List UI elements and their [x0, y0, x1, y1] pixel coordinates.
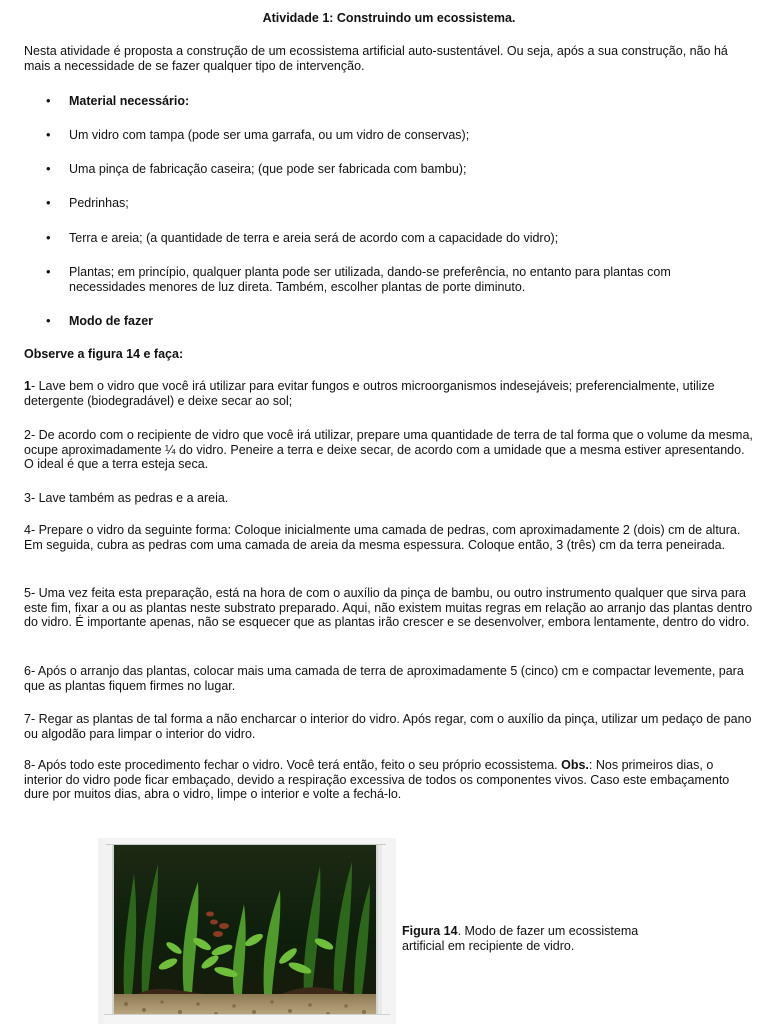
bullet-icon: • — [46, 230, 51, 245]
list-item-text: Material necessário: — [69, 94, 190, 108]
intro-paragraph: Nesta atividade é proposta a construção de um ecossistema artificial auto-sustentável. Ou seja, após a sua construção, não há mais a necessidade de se fazer qualquer tipo de intervenção. — [24, 44, 728, 73]
list-item-text: Modo de fazer — [69, 314, 154, 328]
tank-side-left — [98, 838, 112, 1024]
bullet-icon: • — [46, 93, 51, 108]
bullet-icon: • — [46, 195, 51, 210]
list-item-text: Plantas; em princípio, qualquer planta pode ser utilizada, dando-se preferência, no entanto para plantas com necessidades menores de luz direta. Também, escolher plantas de porte diminuto. — [69, 265, 671, 294]
step-8-text-start: 8- Após todo este procedimento fechar o vidro. Você terá então, feito o seu próprio ecossistema. — [24, 758, 562, 772]
bullet-icon: • — [46, 313, 51, 328]
bullet-icon: • — [46, 264, 51, 279]
list-item-text: Terra e areia; (a quantidade de terra e areia será de acordo com a capacidade do vidro); — [69, 231, 559, 245]
observe-heading: Observe a figura 14 e faça: — [24, 347, 184, 361]
tank-base — [104, 1014, 390, 1024]
bullet-icon: • — [46, 127, 51, 142]
tank-glass — [112, 842, 378, 1024]
step-3: 3- Lave também as pedras e a areia. — [24, 491, 229, 505]
step-7: 7- Regar as plantas de tal forma a não encharcar o interior do vidro. Após regar, com o auxílio da pinça, utilizar um pedaço de pano ou algodão para limpar o interior do vidro. — [24, 712, 752, 741]
step-4: 4- Prepare o vidro da seguinte forma: Coloque inicialmente uma camada de pedras, com aproximadamente 2 (dois) cm de altura. Em seguida, cubra as pedras com uma camada de areia da mesma espessura. Coloque então, 3 (três) cm da terra peneirada. — [24, 523, 741, 552]
document-title: Atividade 1: Construindo um ecossistema. — [262, 11, 516, 25]
tank-lid — [106, 838, 386, 845]
tank-side-right — [382, 838, 396, 1024]
step-5: 5- Uma vez feita esta preparação, está na hora de com o auxílio da pinça de bambu, ou outro instrumento qualquer que sirva para este fim, fixar a ou as plantas neste substrato preparado. Aqui, não existem muitas regras em relação ao arranjo das plantas dentro do vidro. É importante apenas, não se esquecer que as plantas irão crescer e se desenvolver, embora lentamente, dentro do vidro. — [24, 586, 753, 630]
step-8 — [24, 758, 754, 802]
step-6: 6- Após o arranjo das plantas, colocar mais uma camada de terra de aproximadamente 5 (cinco) cm e compactar levemente, para que as plantas fiquem firmes no lugar. — [24, 664, 744, 693]
list-item-text: Uma pinça de fabricação caseira; (que pode ser fabricada com bambu); — [69, 162, 467, 176]
figure-caption — [402, 924, 672, 953]
figure-14-aquarium-image — [98, 838, 396, 1024]
step-8-text-end: : Nos primeiros dias, o interior do vidro pode ficar embaçado, devido a respiração excessiva de todos os componentes vivos. Caso este embaçamento dure por muitos dias, abra o vidro, limpe o interior e volte a fechá-lo. — [24, 758, 730, 802]
figure-caption-text: . Modo de fazer um ecossistema artificial em recipiente de vidro. — [402, 924, 639, 953]
tank-background — [98, 838, 396, 1024]
step-1-text: - Lave bem o vidro que você irá utilizar para evitar fungos e outros microorganismos indesejáveis; preferencialmente, utilize detergente (biodegradável) e deixe secar ao sol; — [24, 379, 715, 408]
step-1-number: 1 — [24, 379, 31, 393]
aquarium-plants-illustration — [114, 844, 376, 1022]
step-1 — [24, 379, 754, 408]
step-2: 2- De acordo com o recipiente de vidro que você irá utilizar, prepare uma quantidade de terra de tal forma que o volume da mesma, ocupe aproximadamente ¼ do vidro. Peneire a terra e deixe secar, de acordo com a umidade que a mesma estiver apresentando. O ideal é que a terra esteja seca. — [24, 428, 753, 472]
figure-caption-label: Figura 14 — [402, 924, 458, 938]
list-item-text: Um vidro com tampa (pode ser uma garrafa, ou um vidro de conservas); — [69, 128, 470, 142]
bullet-icon: • — [46, 161, 51, 176]
step-8-obs-label: Obs. — [561, 758, 589, 772]
list-item-text: Pedrinhas; — [69, 196, 129, 210]
